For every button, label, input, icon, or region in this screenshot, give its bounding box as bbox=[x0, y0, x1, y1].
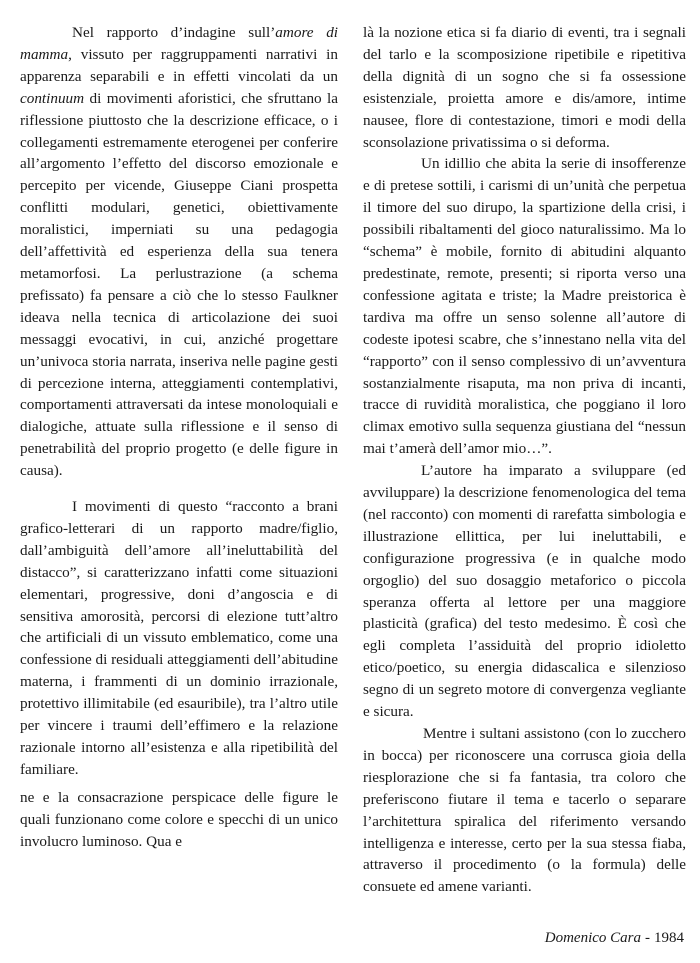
emphasis-text: continuum bbox=[20, 89, 85, 107]
signature-year: 1984 bbox=[654, 930, 684, 946]
signature bbox=[545, 930, 684, 947]
emphasis-text: amore di mamma bbox=[20, 24, 339, 63]
paragraph: Un idillio che abita la serie di insofferenze e di pretese sottili, i carismi di un’unità che perpetua il timore del suo dirupo, la spartizione della crisi, i possibili ribaltamenti del gioco naturalissimo. Ma lo “schema” è mobile, fornito di abitudini alquanto predestinate, remote, presenti; si riporta verso una confessione agitata e triste; la Madre preistorica è tardiva ma offre un senso solenne all’autore di codeste ipotesi scabre, che s’innestano nella vita del “rapporto” con il senso complessivo di un’avventura sostanzialmente risaputa, ma non priva di incanti, tracce di ruvidità moralistica, che poggiano il loro climax emotivo sulla sequenza giustiana del “nessun mai t’amerà dell’amor mio…”. bbox=[363, 155, 686, 458]
paragraph-text: , vissuto per raggruppamenti narrativi in apparenza separabili e in effetti vincolati da un bbox=[20, 45, 338, 85]
paragraph: Mentre i sultani assistono (con lo zucchero in bocca) per riconoscere una corrusca gioia della riesplorazione che si fa fantasia, tra coloro che preferiscono fiutare il tema e tacerlo o separare l’architettura spiralica del riferimento versando intelligenza e interesse, certo per la sua stessa fiaba, attraverso il procedimento (o la formula) delle consuete ed amene varianti. bbox=[363, 725, 686, 896]
signature-separator: - bbox=[645, 930, 650, 946]
paragraph: là la nozione etica si fa diario di eventi, tra i segnali del tarlo e la scomposizione ripetibile e ripetitiva della dignità di un sogno che si fa ossessione esistenziale, proietta amore e dis/amore, intime nausee, flore di contestazione, timori e modi della sconsolazione privatissima o si deforma. bbox=[363, 24, 686, 151]
paragraph bbox=[20, 22, 338, 482]
paragraph-text: Nel rapporto d’indagine sull’ bbox=[72, 24, 276, 41]
author-name: Domenico Cara bbox=[544, 930, 641, 946]
left-column bbox=[20, 22, 338, 853]
paragraph: I movimenti di questo “racconto a brani grafico-letterari di un rapporto madre/figlio, dall’ambiguità dell’amore all’ineluttabilità del distacco”, si caratterizzano infatti come situazioni elementari, progressive, doni d’angoscia e di sensitiva amorosità, percorsi di elezione tutt’altro che artificiali di un vissuto emblematico, come una confessione di residuali atteggiamenti dell’abitudine materna, i frammenti di un dominio irrazionale, protettivo illimitabile (ed esauribile), tra l’altro utile per vincere i traumi dell’effimero e la relazione razionale intorno all’esistenza e alla ripetibilità del familiare. bbox=[20, 498, 338, 778]
paragraph-text: di movimenti aforistici, che sfruttano la riflessione piuttosto che la descrizione efficace, o i collegamenti estremamente eterogenei per conferire all’argomento l’effetto del discorso emozionale e percepito per vicende, Giuseppe Ciani prospetta conflitti modulari, genetici, obiettivamente moralistici, imperniati su una pedagogia dell’affettività ed esperienza della sua tenera metamorfosi. La perlustrazione (a schema prefissato) fa pensare a ciò che lo stesso Faulkner ideava nella tecnica di articolazione dei suoi messaggi evocativi, in cui, anziché progettare un’univoca storia narrata, inseriva nelle pagine gesti di percezione interna, atteggiamenti contemplativi, comportamenti attraversati da intese monoloquiali e dialogiche, attuate sulla riflessione e il senso di penetrabilità del proprio progetto (e delle figure in causa). bbox=[20, 89, 338, 480]
right-column bbox=[363, 22, 686, 898]
paragraph: ne e la consacrazione perspicace delle figure le quali funzionano come colore e specchi di un unico involucro luminoso. Qua e bbox=[20, 788, 338, 850]
paragraph: L’autore ha imparato a sviluppare (ed avviluppare) la descrizione fenomenologica del tema (nel racconto) con momenti di rarefatta simbologia e illustrazione ellittica, per lui ineluttabili, e configurazione progressiva (e in qualche modo orgoglio) del suo dosaggio metaforico o piccola speranza offerta al lettore per una maggiore plasticità (grafica) del testo medesimo. È così che egli completa l’assiduità del proprio idioletto etico/poetico, su energia didascalica e silenzioso segno di un segreto motore di convergenza vegliante e sicura. bbox=[363, 462, 686, 721]
